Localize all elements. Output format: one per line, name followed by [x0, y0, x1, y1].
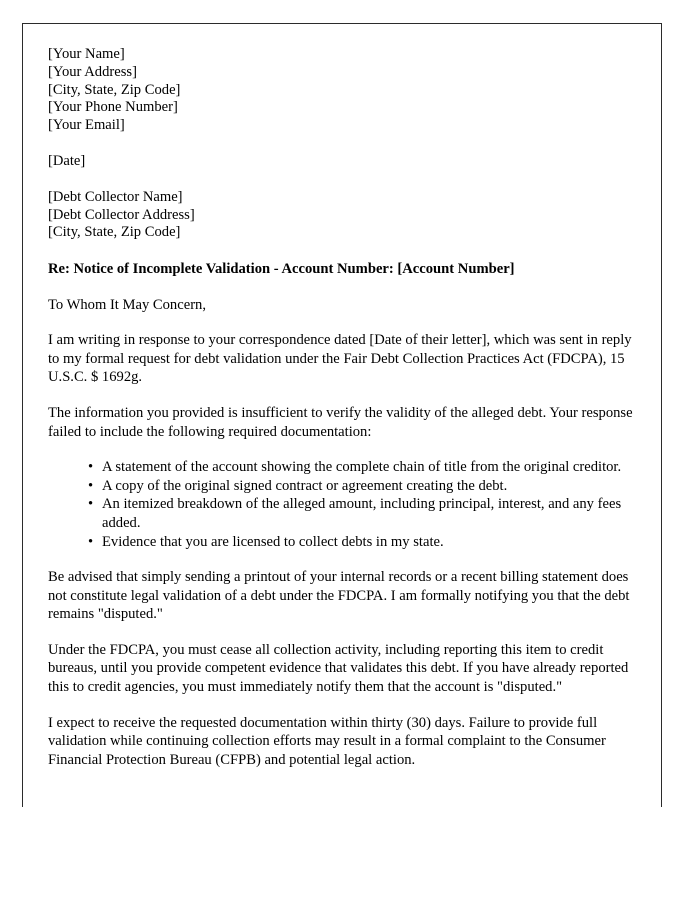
list-item-text: Evidence that you are licensed to collect debts in my state.: [102, 533, 444, 550]
bullet-icon: •: [88, 496, 94, 513]
list-item: [88, 477, 633, 496]
document-page: [22, 23, 662, 807]
paragraph-cease-collection: Under the FDCPA, you must cease all collection activity, including reporting this item to credit bureaus, until you provide competent evidence that validates this debt. If you have already reported this to credit agencies, you must immediately notify them that the account is "disputed.": [48, 641, 629, 696]
bullet-icon: •: [88, 533, 94, 550]
list-item-text: An itemized breakdown of the alleged amount, including principal, interest, and any fees added.: [102, 496, 622, 531]
list-item-text: A statement of the account showing the complete chain of title from the original creditor.: [102, 459, 622, 476]
list-item-text: A copy of the original signed contract or agreement creating the debt.: [102, 477, 508, 494]
date-block: [48, 153, 633, 171]
sender-address-block: [48, 46, 633, 135]
sender-line-city-state-zip: [City, State, Zip Code]: [48, 81, 181, 98]
bullet-icon: •: [88, 477, 94, 494]
paragraph-insufficient-info: The information you provided is insufficient to verify the validity of the alleged debt. Your response failed to include the following required documentation:: [48, 404, 633, 440]
sender-line-email: [Your Email]: [48, 117, 125, 134]
subject-line: Re: Notice of Incomplete Validation - Account Number: [Account Number]: [48, 261, 515, 278]
sender-line-name: [Your Name]: [48, 46, 125, 62]
recipient-line-address: [Debt Collector Address]: [48, 206, 195, 223]
paragraph-thirty-day-demand: I expect to receive the requested documentation within thirty (30) days. Failure to provide full validation while continuing collection efforts may result in a formal complaint to the Consumer Financial Protection Bureau (CFPB) and potential legal action.: [48, 714, 606, 768]
list-item: [88, 495, 633, 532]
salutation: To Whom It May Concern,: [48, 297, 206, 314]
recipient-line-city-state-zip: [City, State, Zip Code]: [48, 224, 181, 241]
date-line: [Date]: [48, 152, 86, 169]
recipient-line-name: [Debt Collector Name]: [48, 188, 183, 205]
sender-line-phone: [Your Phone Number]: [48, 99, 178, 116]
bullet-icon: •: [88, 459, 94, 476]
required-documentation-list: [48, 458, 633, 551]
list-item: [88, 533, 633, 552]
document-body: [48, 46, 633, 786]
recipient-address-block: [48, 189, 633, 242]
list-item: [88, 458, 633, 477]
sender-line-address: [Your Address]: [48, 63, 137, 80]
paragraph-printout-not-validation: Be advised that simply sending a printout of your internal records or a recent billing statement does not constitute legal validation of a debt under the FDCPA. I am formally notifying you that the debt remains "disputed.": [48, 569, 630, 623]
paragraph-response-reference: I am writing in response to your correspondence dated [Date of their letter], which was sent in reply to my formal request for debt validation under the Fair Debt Collection Practices Act (FDCPA), 15 U.S.C. $ 1692g.: [48, 332, 632, 386]
